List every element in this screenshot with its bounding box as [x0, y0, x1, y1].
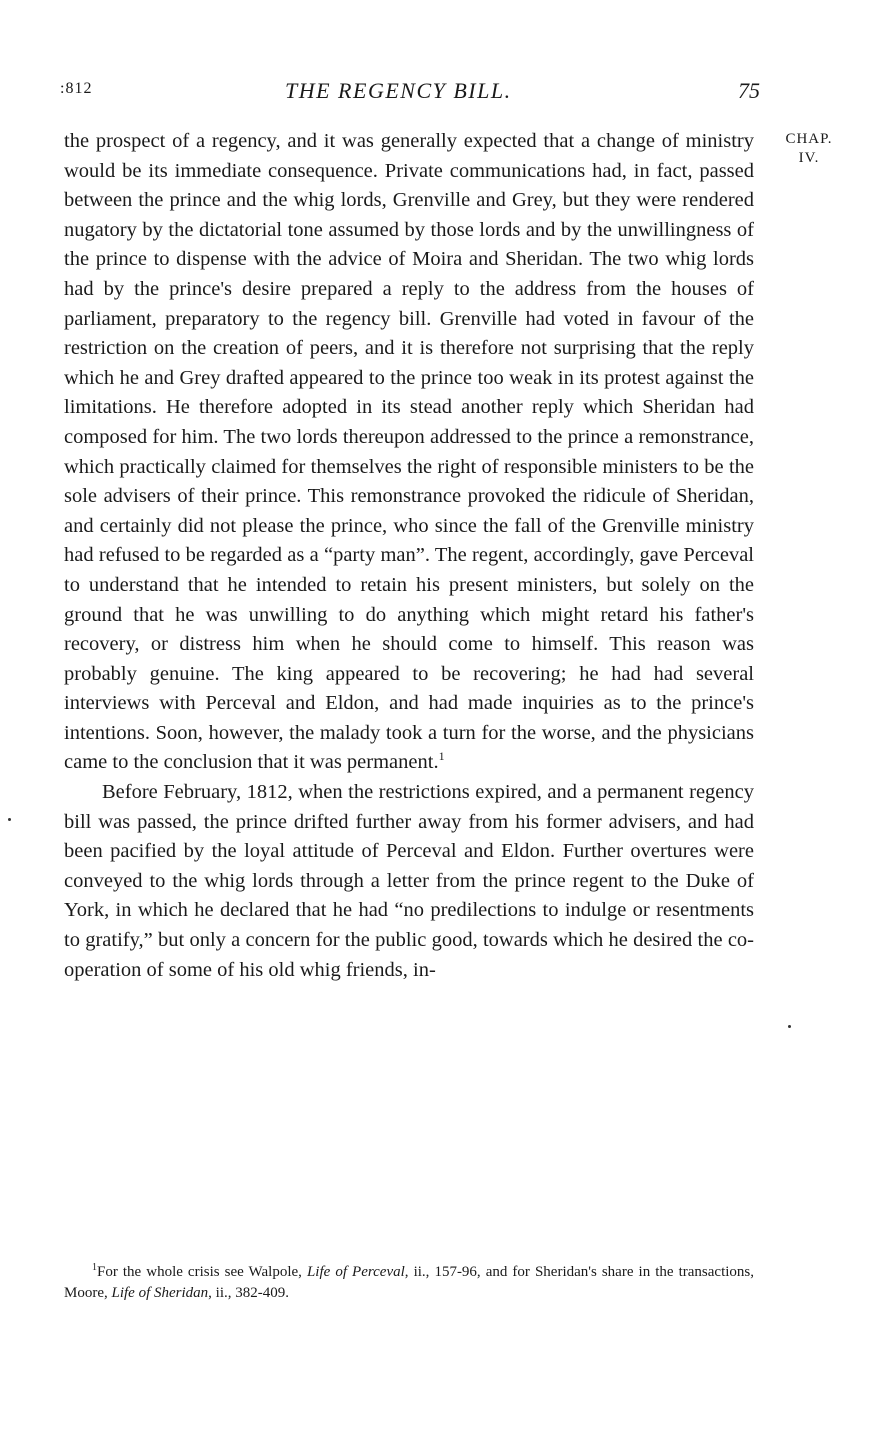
footnote-mark: 1 — [92, 1262, 97, 1273]
margin-note-number: IV. — [798, 150, 820, 166]
footnote-text-3: , ii., 382-409. — [208, 1285, 290, 1301]
margin-note-chap: CHAP. — [785, 131, 833, 147]
chapter-margin-note — [774, 130, 844, 168]
header-year: :812 — [60, 80, 93, 97]
header-title: THE REGENCY BILL. — [285, 78, 512, 103]
running-header — [60, 78, 760, 106]
footnote — [64, 1262, 754, 1304]
footnote-text-2: , ii., 157-96, and for Sheridan's share in the transactions, Moore, — [64, 1264, 754, 1301]
page-number: 75 — [738, 78, 760, 103]
paragraph-1 — [64, 127, 754, 778]
paragraph-1-text: the prospect of a regency, and it was generally expected that a change of ministry would be its immediate consequence. Private communications had, in fact, passed between the prince and the whig lords, Grenville and Grey, but they were rendered nugatory by the dictatorial tone assumed by those lords and by the unwillingness of the prince to dispense with the advice of Moira and Sheridan. The two whig lords had by the prince's desire prepared a reply to the address from the houses of parliament, preparatory to the regency bill. Grenville had voted in favour of the restriction on the creation of peers, and it is therefore not surprising that the reply which he and Grey drafted appeared to the prince too weak in its protest against the limitations. He therefore adopted in its stead another reply which Sheridan had composed for him. The two lords thereupon addressed to the prince a remonstrance, which practically claimed for themselves the right of responsible ministers to be the sole advisers of their prince. This remonstrance provoked the ridicule of Sheridan, and certainly did not please the prince, who since the fall of the Grenville ministry had refused to be regarded as a “party man”. The regent, accordingly, gave Perceval to understand that he intended to retain his present ministers, but solely on the ground that he was unwilling to do anything which might retard his father's recovery, or distress him when he should come to himself. This reason was probably genuine. The king appeared to be recovering; he had had several interviews with Perceval and Eldon, and had made inquiries as to the prince's intentions. Soon, however, the malady took a turn for the worse, and the physicians came to the conclusion that it was permanent. — [64, 130, 754, 774]
page-speck — [8, 818, 11, 821]
footnote-reference: 1 — [438, 749, 445, 764]
footnote-work-1: Life of Perceval — [306, 1264, 405, 1280]
page-speck — [788, 1025, 791, 1028]
body-text — [64, 127, 754, 985]
footnote-work-2: Life of Sheridan — [111, 1285, 209, 1301]
footnote-text-1: For the whole crisis see Walpole, — [97, 1264, 307, 1280]
paragraph-2: Before February, 1812, when the restrictions expired, and a permanent regency bill was passed, the prince drifted further away from his former advisers, and had been pacified by the loyal attitude of Perceval and Eldon. Further overtures were conveyed to the whig lords through a letter from the prince regent to the Duke of York, in which he declared that he had “no predilections to indulge or resentments to gratify,” but only a concern for the public good, towards which he desired the co-operation of some of his old whig friends, in- — [64, 781, 754, 981]
